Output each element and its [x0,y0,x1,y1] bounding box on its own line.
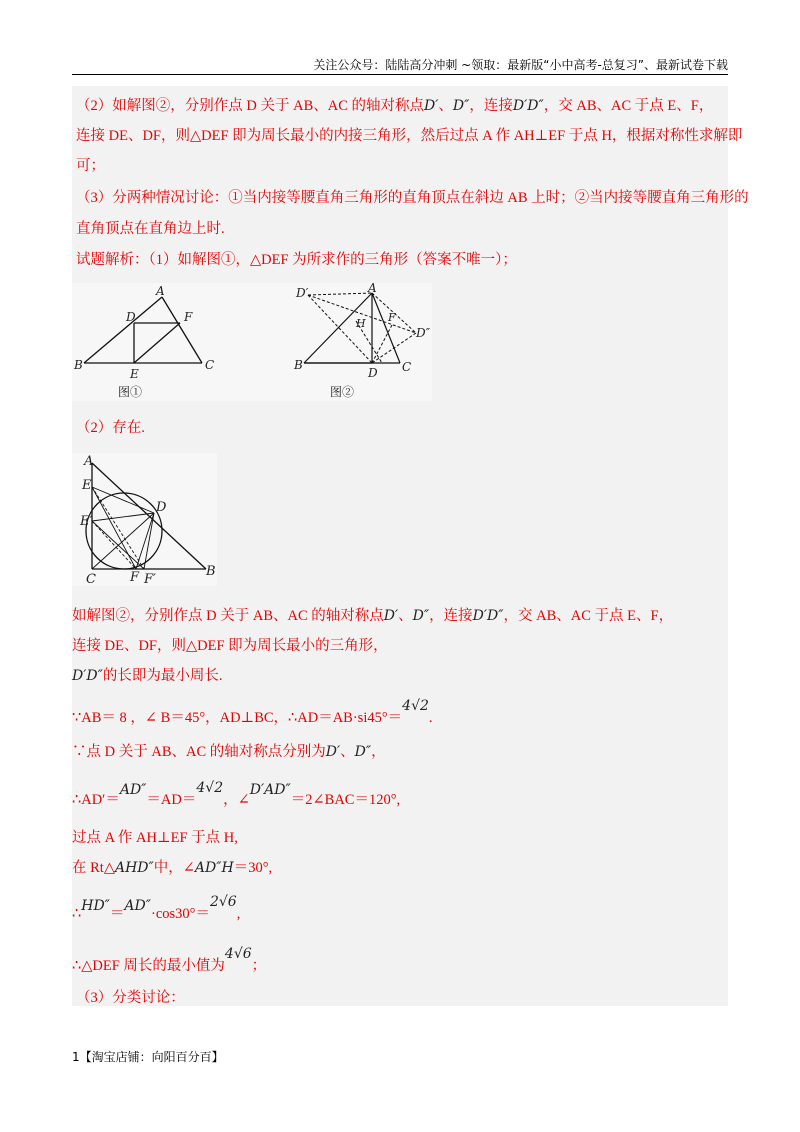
label-A: A [156,284,165,298]
text: 的长即为最小周长. [102,668,223,684]
text-line-17 [72,946,267,976]
math-d-double-prime: D″ [452,98,470,114]
label-C: C [86,572,96,586]
text: 、 [398,608,413,624]
text: ＝2∠BAC＝120°, [290,792,401,808]
text-line-10 [72,666,222,686]
text: ＝30°, [233,860,273,876]
label-H: H [356,317,366,330]
text-line-7: （2）存在. [76,420,145,436]
text: ，连接 [469,98,513,114]
text-line-2: 连接 DE、DF，则△DEF 即为周长最小的内接三角形，然后过点 A 作 AH⊥EF 于点 H，根据对称性求解即 [76,128,743,144]
text-line-6: 试题解析：（1）如解图①，△DEF 为所求作的三角形（答案不唯一）； [76,252,517,268]
text-line-11 [72,698,433,728]
label-B: B [74,358,83,372]
text: ； [251,958,267,974]
math: AD″ [119,782,147,798]
label-D: D [126,310,136,324]
text: 、 [438,98,453,114]
label-E-prime: E′ [80,514,93,529]
text: （2）如解图②，分别作点 D 关于 AB、AC 的轴对称点 [76,98,425,114]
text: ·cos30°＝ [150,906,210,922]
text-line-1 [76,96,713,116]
math: HD″ [81,898,110,914]
math: D′ [325,744,341,760]
page-footer: 1【淘宝店铺：向阳百分百】 [72,1050,224,1064]
text: 如解图②，分别作点 D 关于 AB、AC 的轴对称点 [72,608,384,624]
label-A: A [84,454,94,469]
text-line-18: （3）分类讨论： [76,990,185,1006]
math: D′D″ [472,608,504,624]
math: 4√6 [224,946,252,962]
text-line-13 [72,780,401,810]
math-segment: D′D″ [512,98,544,114]
caption-fig1: 图① [118,385,143,399]
text: ， [371,744,386,760]
text: , [236,906,241,922]
text-line-4: （3）分两种情况讨论：①当内接等腰直角三角形的直角顶点在斜边 AB 上时；②当内接等腰直角三角形的 [76,190,749,206]
label-F2: F [388,311,396,324]
figure-1-svg [72,283,432,401]
math: D′D″ [72,668,103,684]
label-C2: C [402,360,412,374]
label-B: B [206,564,216,579]
math: D′AD″ [249,782,291,798]
label-D-prime: D′ [296,286,309,300]
label-E: E [130,367,139,381]
text: ∴△DEF 周长的最小值为 [72,958,225,974]
label-F: F [184,310,193,324]
text-line-14: 过点 A 作 AH⊥EF 于点 H, [72,830,238,846]
text: 在 Rt△ [72,860,115,876]
label-A2: A [368,283,377,295]
math: D″ [354,744,372,760]
label-F: F [130,570,140,585]
text: ∵AB＝ 8 ，∠ B＝45°，AD⊥BC，∴AD＝AB·si45°＝ [72,710,403,726]
math: D′ [383,608,399,624]
label-B2: B [294,358,303,372]
label-E: E [82,478,92,493]
math: 4√2 [196,780,224,796]
text-line-8 [72,606,673,626]
header-text: 关注公众号：陆陆高分冲刺 ~领取：最新版“小中高考-总复习”、最新试卷下载 [313,58,728,72]
math: AHD″ [114,860,154,876]
math: 4√2 [402,698,429,714]
text: ∴AD′＝ [72,792,120,808]
text-line-16 [72,894,241,924]
text: ，交 AB、AC 于点 E、F， [503,608,674,624]
text: 、 [340,744,355,760]
figure-1 [72,283,432,401]
text: . [428,710,433,726]
label-C: C [205,358,215,372]
text: ，∠ [223,792,250,808]
page-header [72,52,728,75]
label-F-prime: F′ [144,572,156,586]
caption-fig2: 图② [330,385,355,399]
text: ＝ [109,906,125,922]
text-line-9: 连接 DE、DF，则△DEF 即为周长最小的三角形， [72,638,388,654]
math: D″ [412,608,430,624]
math: AD″ [124,898,151,914]
label-D: D [156,500,167,515]
text: ∴ [72,906,82,922]
figure-2-svg [72,453,217,586]
math-d-prime: D′ [424,98,439,114]
label-D2: D [368,366,378,380]
text: ，连接 [429,608,473,624]
text-line-12 [72,742,386,762]
math: AD″H [194,860,234,876]
math: 2√6 [209,894,237,910]
text: ，交 AB、AC 于点 E、F， [543,98,714,114]
text: ＝AD＝ [146,792,197,808]
label-D-double-prime: D″ [416,326,431,340]
figure-2 [72,453,217,586]
text-line-3: 可； [76,158,105,174]
text-line-15 [72,858,272,878]
text-line-5: 直角顶点在直角边上时. [76,221,225,237]
text: 中，∠ [153,860,195,876]
text: ∵点 D 关于 AB、AC 的轴对称点分别为 [72,744,326,760]
